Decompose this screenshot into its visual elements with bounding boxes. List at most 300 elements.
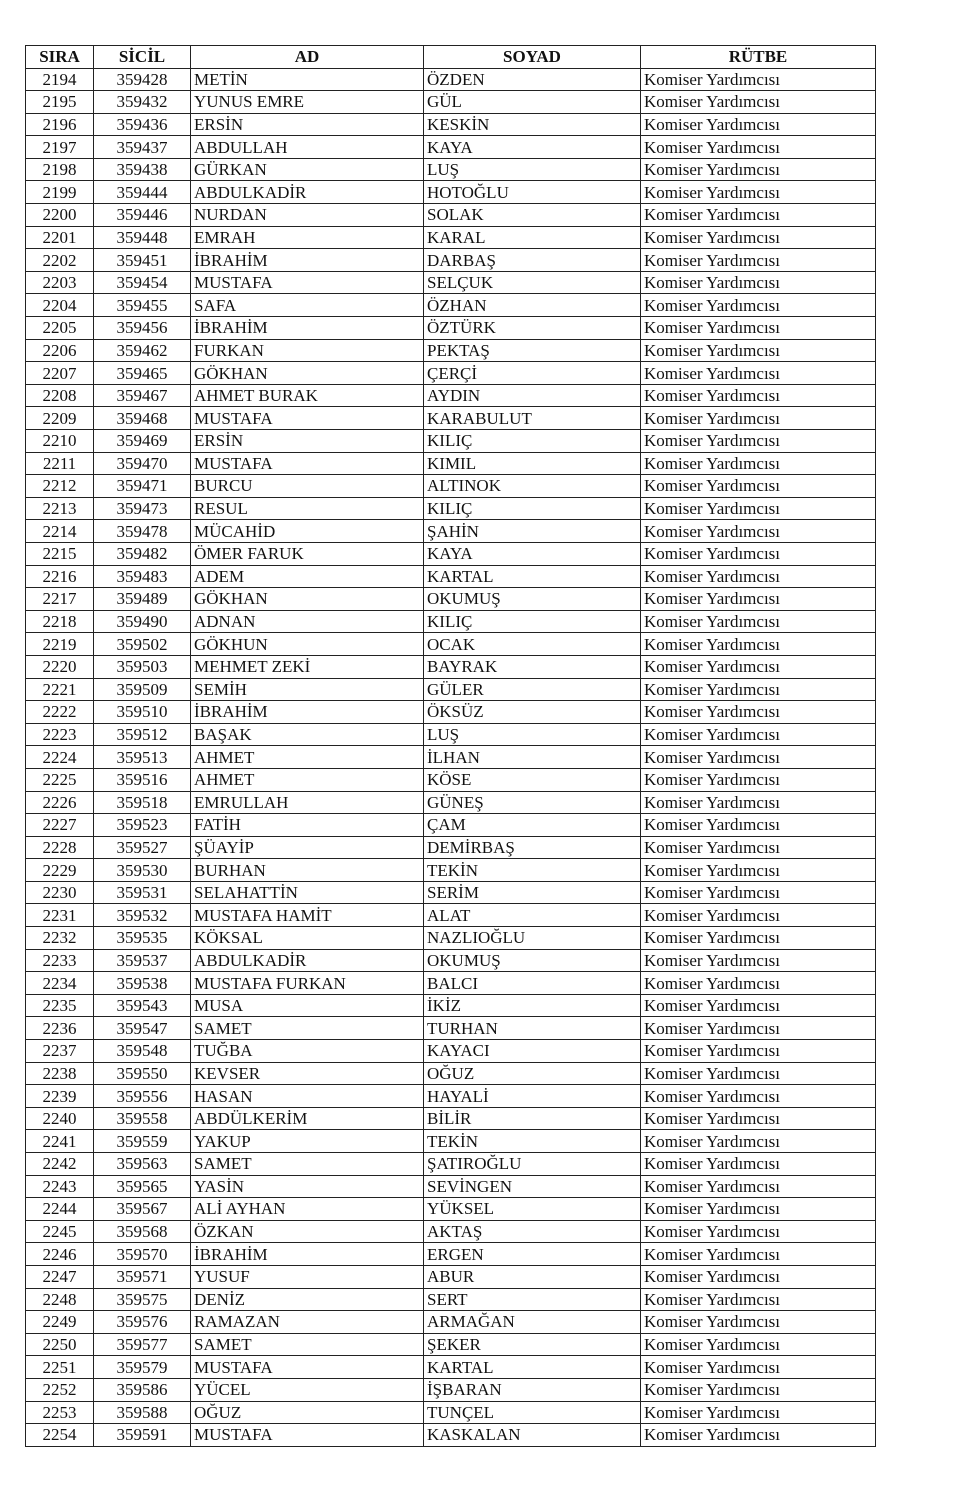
cell-ad: ABDULLAH: [191, 136, 424, 159]
cell-ad: SELAHATTİN: [191, 881, 424, 904]
cell-rutbe: Komiser Yardımcısı: [641, 927, 876, 950]
cell-ad: SAMET: [191, 1017, 424, 1040]
cell-sicil: 359577: [94, 1333, 191, 1356]
cell-rutbe: Komiser Yardımcısı: [641, 271, 876, 294]
cell-rutbe: Komiser Yardımcısı: [641, 791, 876, 814]
cell-rutbe: Komiser Yardımcısı: [641, 881, 876, 904]
cell-ad: KÖKSAL: [191, 927, 424, 950]
cell-ad: RAMAZAN: [191, 1311, 424, 1334]
cell-sira: 2231: [26, 904, 94, 927]
cell-soyad: İLHAN: [424, 746, 641, 769]
cell-sicil: 359516: [94, 768, 191, 791]
cell-sicil: 359510: [94, 701, 191, 724]
cell-sicil: 359550: [94, 1062, 191, 1085]
personnel-table: [25, 45, 876, 1447]
cell-ad: AHMET: [191, 768, 424, 791]
cell-rutbe: Komiser Yardımcısı: [641, 1333, 876, 1356]
table-row: [26, 271, 876, 294]
cell-rutbe: Komiser Yardımcısı: [641, 226, 876, 249]
cell-soyad: KILIÇ: [424, 610, 641, 633]
cell-rutbe: Komiser Yardımcısı: [641, 249, 876, 272]
cell-ad: RESUL: [191, 497, 424, 520]
cell-soyad: TEKİN: [424, 1130, 641, 1153]
cell-rutbe: Komiser Yardımcısı: [641, 542, 876, 565]
cell-rutbe: Komiser Yardımcısı: [641, 384, 876, 407]
cell-sicil: 359543: [94, 994, 191, 1017]
cell-sicil: 359518: [94, 791, 191, 814]
cell-sicil: 359451: [94, 249, 191, 272]
cell-rutbe: Komiser Yardımcısı: [641, 1198, 876, 1221]
table-row: [26, 1311, 876, 1334]
cell-ad: BURCU: [191, 475, 424, 498]
cell-soyad: KARABULUT: [424, 407, 641, 430]
cell-sicil: 359470: [94, 452, 191, 475]
cell-sicil: 359565: [94, 1175, 191, 1198]
cell-sicil: 359548: [94, 1040, 191, 1063]
table-row: [26, 384, 876, 407]
cell-sira: 2203: [26, 271, 94, 294]
cell-sicil: 359576: [94, 1311, 191, 1334]
cell-ad: İBRAHİM: [191, 1243, 424, 1266]
cell-ad: GÖKHAN: [191, 588, 424, 611]
cell-sicil: 359483: [94, 565, 191, 588]
cell-soyad: DARBAŞ: [424, 249, 641, 272]
cell-sira: 2247: [26, 1265, 94, 1288]
cell-sira: 2242: [26, 1153, 94, 1176]
cell-soyad: AYDIN: [424, 384, 641, 407]
cell-sicil: 359456: [94, 317, 191, 340]
cell-sira: 2245: [26, 1220, 94, 1243]
cell-soyad: ÖZDEN: [424, 68, 641, 91]
cell-ad: FATİH: [191, 814, 424, 837]
cell-soyad: YÜKSEL: [424, 1198, 641, 1221]
cell-rutbe: Komiser Yardımcısı: [641, 1130, 876, 1153]
cell-ad: KEVSER: [191, 1062, 424, 1085]
table-row: [26, 294, 876, 317]
table-row: [26, 1243, 876, 1266]
cell-soyad: ÖZTÜRK: [424, 317, 641, 340]
cell-rutbe: Komiser Yardımcısı: [641, 610, 876, 633]
cell-sicil: 359467: [94, 384, 191, 407]
table-row: [26, 452, 876, 475]
cell-rutbe: Komiser Yardımcısı: [641, 91, 876, 114]
table-row: [26, 1198, 876, 1221]
cell-soyad: BİLİR: [424, 1107, 641, 1130]
cell-soyad: ÖZHAN: [424, 294, 641, 317]
cell-rutbe: Komiser Yardımcısı: [641, 430, 876, 453]
table-row: [26, 430, 876, 453]
cell-sira: 2216: [26, 565, 94, 588]
cell-ad: OĞUZ: [191, 1401, 424, 1424]
table-row: [26, 1401, 876, 1424]
cell-ad: ŞÜAYİP: [191, 836, 424, 859]
table-row: [26, 1175, 876, 1198]
cell-sira: 2240: [26, 1107, 94, 1130]
cell-sicil: 359579: [94, 1356, 191, 1379]
table-row: [26, 1085, 876, 1108]
table-row: [26, 407, 876, 430]
cell-rutbe: Komiser Yardımcısı: [641, 1243, 876, 1266]
cell-sicil: 359455: [94, 294, 191, 317]
cell-rutbe: Komiser Yardımcısı: [641, 497, 876, 520]
cell-ad: ADNAN: [191, 610, 424, 633]
cell-rutbe: Komiser Yardımcısı: [641, 1175, 876, 1198]
cell-soyad: ABUR: [424, 1265, 641, 1288]
cell-sira: 2235: [26, 994, 94, 1017]
table-row: [26, 91, 876, 114]
cell-ad: YAKUP: [191, 1130, 424, 1153]
table-row: [26, 633, 876, 656]
cell-rutbe: Komiser Yardımcısı: [641, 1017, 876, 1040]
cell-ad: MUSTAFA: [191, 271, 424, 294]
cell-sira: 2206: [26, 339, 94, 362]
cell-rutbe: Komiser Yardımcısı: [641, 1153, 876, 1176]
cell-soyad: HAYALİ: [424, 1085, 641, 1108]
cell-soyad: KESKİN: [424, 113, 641, 136]
cell-sicil: 359537: [94, 949, 191, 972]
cell-sicil: 359559: [94, 1130, 191, 1153]
cell-ad: ADEM: [191, 565, 424, 588]
cell-sira: 2210: [26, 430, 94, 453]
cell-sira: 2220: [26, 655, 94, 678]
cell-rutbe: Komiser Yardımcısı: [641, 181, 876, 204]
cell-ad: ABDULKADİR: [191, 181, 424, 204]
table-row: [26, 678, 876, 701]
cell-soyad: HOTOĞLU: [424, 181, 641, 204]
cell-sicil: 359531: [94, 881, 191, 904]
cell-ad: SAFA: [191, 294, 424, 317]
cell-soyad: KILIÇ: [424, 430, 641, 453]
table-row: [26, 655, 876, 678]
cell-sicil: 359444: [94, 181, 191, 204]
table-row: [26, 768, 876, 791]
cell-ad: İBRAHİM: [191, 317, 424, 340]
table-row: [26, 1220, 876, 1243]
cell-sira: 2211: [26, 452, 94, 475]
cell-ad: ÖZKAN: [191, 1220, 424, 1243]
cell-rutbe: Komiser Yardımcısı: [641, 1424, 876, 1447]
cell-sira: 2212: [26, 475, 94, 498]
cell-sicil: 359563: [94, 1153, 191, 1176]
cell-sira: 2232: [26, 927, 94, 950]
table-row: [26, 1040, 876, 1063]
cell-rutbe: Komiser Yardımcısı: [641, 814, 876, 837]
cell-soyad: TUNÇEL: [424, 1401, 641, 1424]
cell-sira: 2248: [26, 1288, 94, 1311]
table-header-row: [26, 46, 876, 69]
header-soyad: SOYAD: [424, 46, 641, 69]
cell-soyad: SERT: [424, 1288, 641, 1311]
cell-sira: 2215: [26, 542, 94, 565]
cell-soyad: KAYA: [424, 542, 641, 565]
cell-soyad: OKUMUŞ: [424, 949, 641, 972]
cell-sira: 2227: [26, 814, 94, 837]
cell-sicil: 359532: [94, 904, 191, 927]
cell-ad: İBRAHİM: [191, 701, 424, 724]
cell-sira: 2234: [26, 972, 94, 995]
cell-ad: AHMET BURAK: [191, 384, 424, 407]
cell-sicil: 359489: [94, 588, 191, 611]
cell-sira: 2197: [26, 136, 94, 159]
cell-sira: 2207: [26, 362, 94, 385]
cell-soyad: GÜL: [424, 91, 641, 114]
cell-ad: SAMET: [191, 1153, 424, 1176]
cell-rutbe: Komiser Yardımcısı: [641, 1378, 876, 1401]
header-sicil: SİCİL: [94, 46, 191, 69]
table-row: [26, 994, 876, 1017]
cell-rutbe: Komiser Yardımcısı: [641, 836, 876, 859]
cell-ad: MUSTAFA: [191, 407, 424, 430]
cell-sira: 2251: [26, 1356, 94, 1379]
cell-rutbe: Komiser Yardımcısı: [641, 1401, 876, 1424]
cell-ad: BAŞAK: [191, 723, 424, 746]
cell-sira: 2243: [26, 1175, 94, 1198]
cell-sira: 2244: [26, 1198, 94, 1221]
table-row: [26, 949, 876, 972]
cell-ad: GÖKHUN: [191, 633, 424, 656]
cell-soyad: KIMIL: [424, 452, 641, 475]
cell-sira: 2209: [26, 407, 94, 430]
cell-sicil: 359503: [94, 655, 191, 678]
table-row: [26, 339, 876, 362]
cell-sicil: 359571: [94, 1265, 191, 1288]
table-row: [26, 1424, 876, 1447]
cell-sira: 2239: [26, 1085, 94, 1108]
cell-sicil: 359454: [94, 271, 191, 294]
cell-soyad: ALAT: [424, 904, 641, 927]
cell-rutbe: Komiser Yardımcısı: [641, 294, 876, 317]
cell-sira: 2218: [26, 610, 94, 633]
cell-sicil: 359462: [94, 339, 191, 362]
cell-rutbe: Komiser Yardımcısı: [641, 339, 876, 362]
cell-rutbe: Komiser Yardımcısı: [641, 1085, 876, 1108]
cell-sira: 2205: [26, 317, 94, 340]
cell-rutbe: Komiser Yardımcısı: [641, 362, 876, 385]
cell-sira: 2198: [26, 158, 94, 181]
cell-sira: 2237: [26, 1040, 94, 1063]
cell-sira: 2223: [26, 723, 94, 746]
cell-soyad: SEVİNGEN: [424, 1175, 641, 1198]
cell-rutbe: Komiser Yardımcısı: [641, 1288, 876, 1311]
cell-sicil: 359432: [94, 91, 191, 114]
cell-soyad: ŞATIROĞLU: [424, 1153, 641, 1176]
cell-sira: 2202: [26, 249, 94, 272]
cell-soyad: KARAL: [424, 226, 641, 249]
cell-soyad: ŞAHİN: [424, 520, 641, 543]
cell-soyad: KILIÇ: [424, 497, 641, 520]
table-row: [26, 565, 876, 588]
cell-ad: FURKAN: [191, 339, 424, 362]
table-row: [26, 904, 876, 927]
cell-rutbe: Komiser Yardımcısı: [641, 1356, 876, 1379]
cell-sira: 2221: [26, 678, 94, 701]
table-row: [26, 927, 876, 950]
cell-sira: 2238: [26, 1062, 94, 1085]
cell-ad: ERSİN: [191, 430, 424, 453]
cell-sira: 2250: [26, 1333, 94, 1356]
cell-sicil: 359538: [94, 972, 191, 995]
cell-sira: 2195: [26, 91, 94, 114]
cell-sicil: 359448: [94, 226, 191, 249]
cell-soyad: ÇERÇİ: [424, 362, 641, 385]
cell-rutbe: Komiser Yardımcısı: [641, 859, 876, 882]
cell-sicil: 359465: [94, 362, 191, 385]
cell-rutbe: Komiser Yardımcısı: [641, 452, 876, 475]
cell-rutbe: Komiser Yardımcısı: [641, 994, 876, 1017]
cell-rutbe: Komiser Yardımcısı: [641, 588, 876, 611]
cell-sicil: 359556: [94, 1085, 191, 1108]
cell-sira: 2201: [26, 226, 94, 249]
table-row: [26, 701, 876, 724]
cell-sicil: 359446: [94, 204, 191, 227]
cell-ad: TUĞBA: [191, 1040, 424, 1063]
cell-sicil: 359558: [94, 1107, 191, 1130]
cell-sicil: 359535: [94, 927, 191, 950]
cell-sicil: 359468: [94, 407, 191, 430]
table-row: [26, 814, 876, 837]
cell-soyad: OĞUZ: [424, 1062, 641, 1085]
cell-soyad: SELÇUK: [424, 271, 641, 294]
table-body: [26, 68, 876, 1446]
cell-sira: 2200: [26, 204, 94, 227]
table-row: [26, 1153, 876, 1176]
cell-soyad: İKİZ: [424, 994, 641, 1017]
cell-soyad: TURHAN: [424, 1017, 641, 1040]
table-row: [26, 881, 876, 904]
cell-ad: MUSTAFA: [191, 1424, 424, 1447]
cell-soyad: ÖKSÜZ: [424, 701, 641, 724]
cell-sira: 2222: [26, 701, 94, 724]
cell-sicil: 359502: [94, 633, 191, 656]
cell-sicil: 359575: [94, 1288, 191, 1311]
cell-soyad: SOLAK: [424, 204, 641, 227]
cell-sicil: 359428: [94, 68, 191, 91]
cell-rutbe: Komiser Yardımcısı: [641, 904, 876, 927]
cell-soyad: OKUMUŞ: [424, 588, 641, 611]
cell-soyad: ARMAĞAN: [424, 1311, 641, 1334]
cell-rutbe: Komiser Yardımcısı: [641, 746, 876, 769]
cell-sira: 2233: [26, 949, 94, 972]
cell-ad: MUSA: [191, 994, 424, 1017]
cell-ad: METİN: [191, 68, 424, 91]
cell-soyad: GÜNEŞ: [424, 791, 641, 814]
cell-ad: ÖMER FARUK: [191, 542, 424, 565]
cell-rutbe: Komiser Yardımcısı: [641, 1107, 876, 1130]
cell-soyad: KÖSE: [424, 768, 641, 791]
table-row: [26, 791, 876, 814]
cell-ad: EMRAH: [191, 226, 424, 249]
table-row: [26, 113, 876, 136]
cell-soyad: ŞEKER: [424, 1333, 641, 1356]
table-row: [26, 1333, 876, 1356]
cell-soyad: KAYACI: [424, 1040, 641, 1063]
cell-sicil: 359586: [94, 1378, 191, 1401]
table-row: [26, 520, 876, 543]
cell-soyad: BALCI: [424, 972, 641, 995]
cell-rutbe: Komiser Yardımcısı: [641, 1265, 876, 1288]
cell-soyad: GÜLER: [424, 678, 641, 701]
cell-sicil: 359530: [94, 859, 191, 882]
cell-ad: BURHAN: [191, 859, 424, 882]
cell-ad: MUSTAFA HAMİT: [191, 904, 424, 927]
cell-ad: GÖKHAN: [191, 362, 424, 385]
cell-ad: ABDÜLKERİM: [191, 1107, 424, 1130]
table-row: [26, 1288, 876, 1311]
cell-sira: 2249: [26, 1311, 94, 1334]
cell-sicil: 359473: [94, 497, 191, 520]
cell-sira: 2214: [26, 520, 94, 543]
cell-sira: 2246: [26, 1243, 94, 1266]
cell-sicil: 359436: [94, 113, 191, 136]
table-row: [26, 226, 876, 249]
cell-ad: SAMET: [191, 1333, 424, 1356]
cell-ad: MUSTAFA FURKAN: [191, 972, 424, 995]
cell-ad: İBRAHİM: [191, 249, 424, 272]
cell-sicil: 359527: [94, 836, 191, 859]
cell-soyad: LUŞ: [424, 723, 641, 746]
cell-sicil: 359512: [94, 723, 191, 746]
cell-rutbe: Komiser Yardımcısı: [641, 949, 876, 972]
table-row: [26, 1378, 876, 1401]
cell-rutbe: Komiser Yardımcısı: [641, 768, 876, 791]
cell-rutbe: Komiser Yardımcısı: [641, 158, 876, 181]
cell-ad: MUSTAFA: [191, 452, 424, 475]
cell-ad: ERSİN: [191, 113, 424, 136]
table-row: [26, 317, 876, 340]
cell-sicil: 359513: [94, 746, 191, 769]
table-row: [26, 362, 876, 385]
table-row: [26, 136, 876, 159]
cell-soyad: TEKİN: [424, 859, 641, 882]
table-row: [26, 475, 876, 498]
table-row: [26, 497, 876, 520]
cell-sicil: 359469: [94, 430, 191, 453]
cell-rutbe: Komiser Yardımcısı: [641, 475, 876, 498]
cell-sicil: 359588: [94, 1401, 191, 1424]
cell-soyad: KAYA: [424, 136, 641, 159]
cell-ad: MEHMET ZEKİ: [191, 655, 424, 678]
cell-soyad: ERGEN: [424, 1243, 641, 1266]
cell-soyad: LUŞ: [424, 158, 641, 181]
cell-sira: 2213: [26, 497, 94, 520]
cell-soyad: OCAK: [424, 633, 641, 656]
cell-soyad: KASKALAN: [424, 1424, 641, 1447]
table-row: [26, 723, 876, 746]
cell-sicil: 359523: [94, 814, 191, 837]
cell-ad: GÜRKAN: [191, 158, 424, 181]
cell-sira: 2229: [26, 859, 94, 882]
cell-sira: 2253: [26, 1401, 94, 1424]
cell-sira: 2224: [26, 746, 94, 769]
table-row: [26, 542, 876, 565]
cell-ad: HASAN: [191, 1085, 424, 1108]
cell-soyad: NAZLIOĞLU: [424, 927, 641, 950]
cell-sicil: 359482: [94, 542, 191, 565]
cell-sicil: 359509: [94, 678, 191, 701]
cell-sira: 2204: [26, 294, 94, 317]
cell-ad: YUSUF: [191, 1265, 424, 1288]
header-sira: SIRA: [26, 46, 94, 69]
cell-sicil: 359547: [94, 1017, 191, 1040]
cell-soyad: SERİM: [424, 881, 641, 904]
cell-rutbe: Komiser Yardımcısı: [641, 565, 876, 588]
cell-rutbe: Komiser Yardımcısı: [641, 701, 876, 724]
cell-soyad: ALTINOK: [424, 475, 641, 498]
cell-sicil: 359591: [94, 1424, 191, 1447]
cell-rutbe: Komiser Yardımcısı: [641, 1220, 876, 1243]
cell-sira: 2208: [26, 384, 94, 407]
cell-ad: NURDAN: [191, 204, 424, 227]
